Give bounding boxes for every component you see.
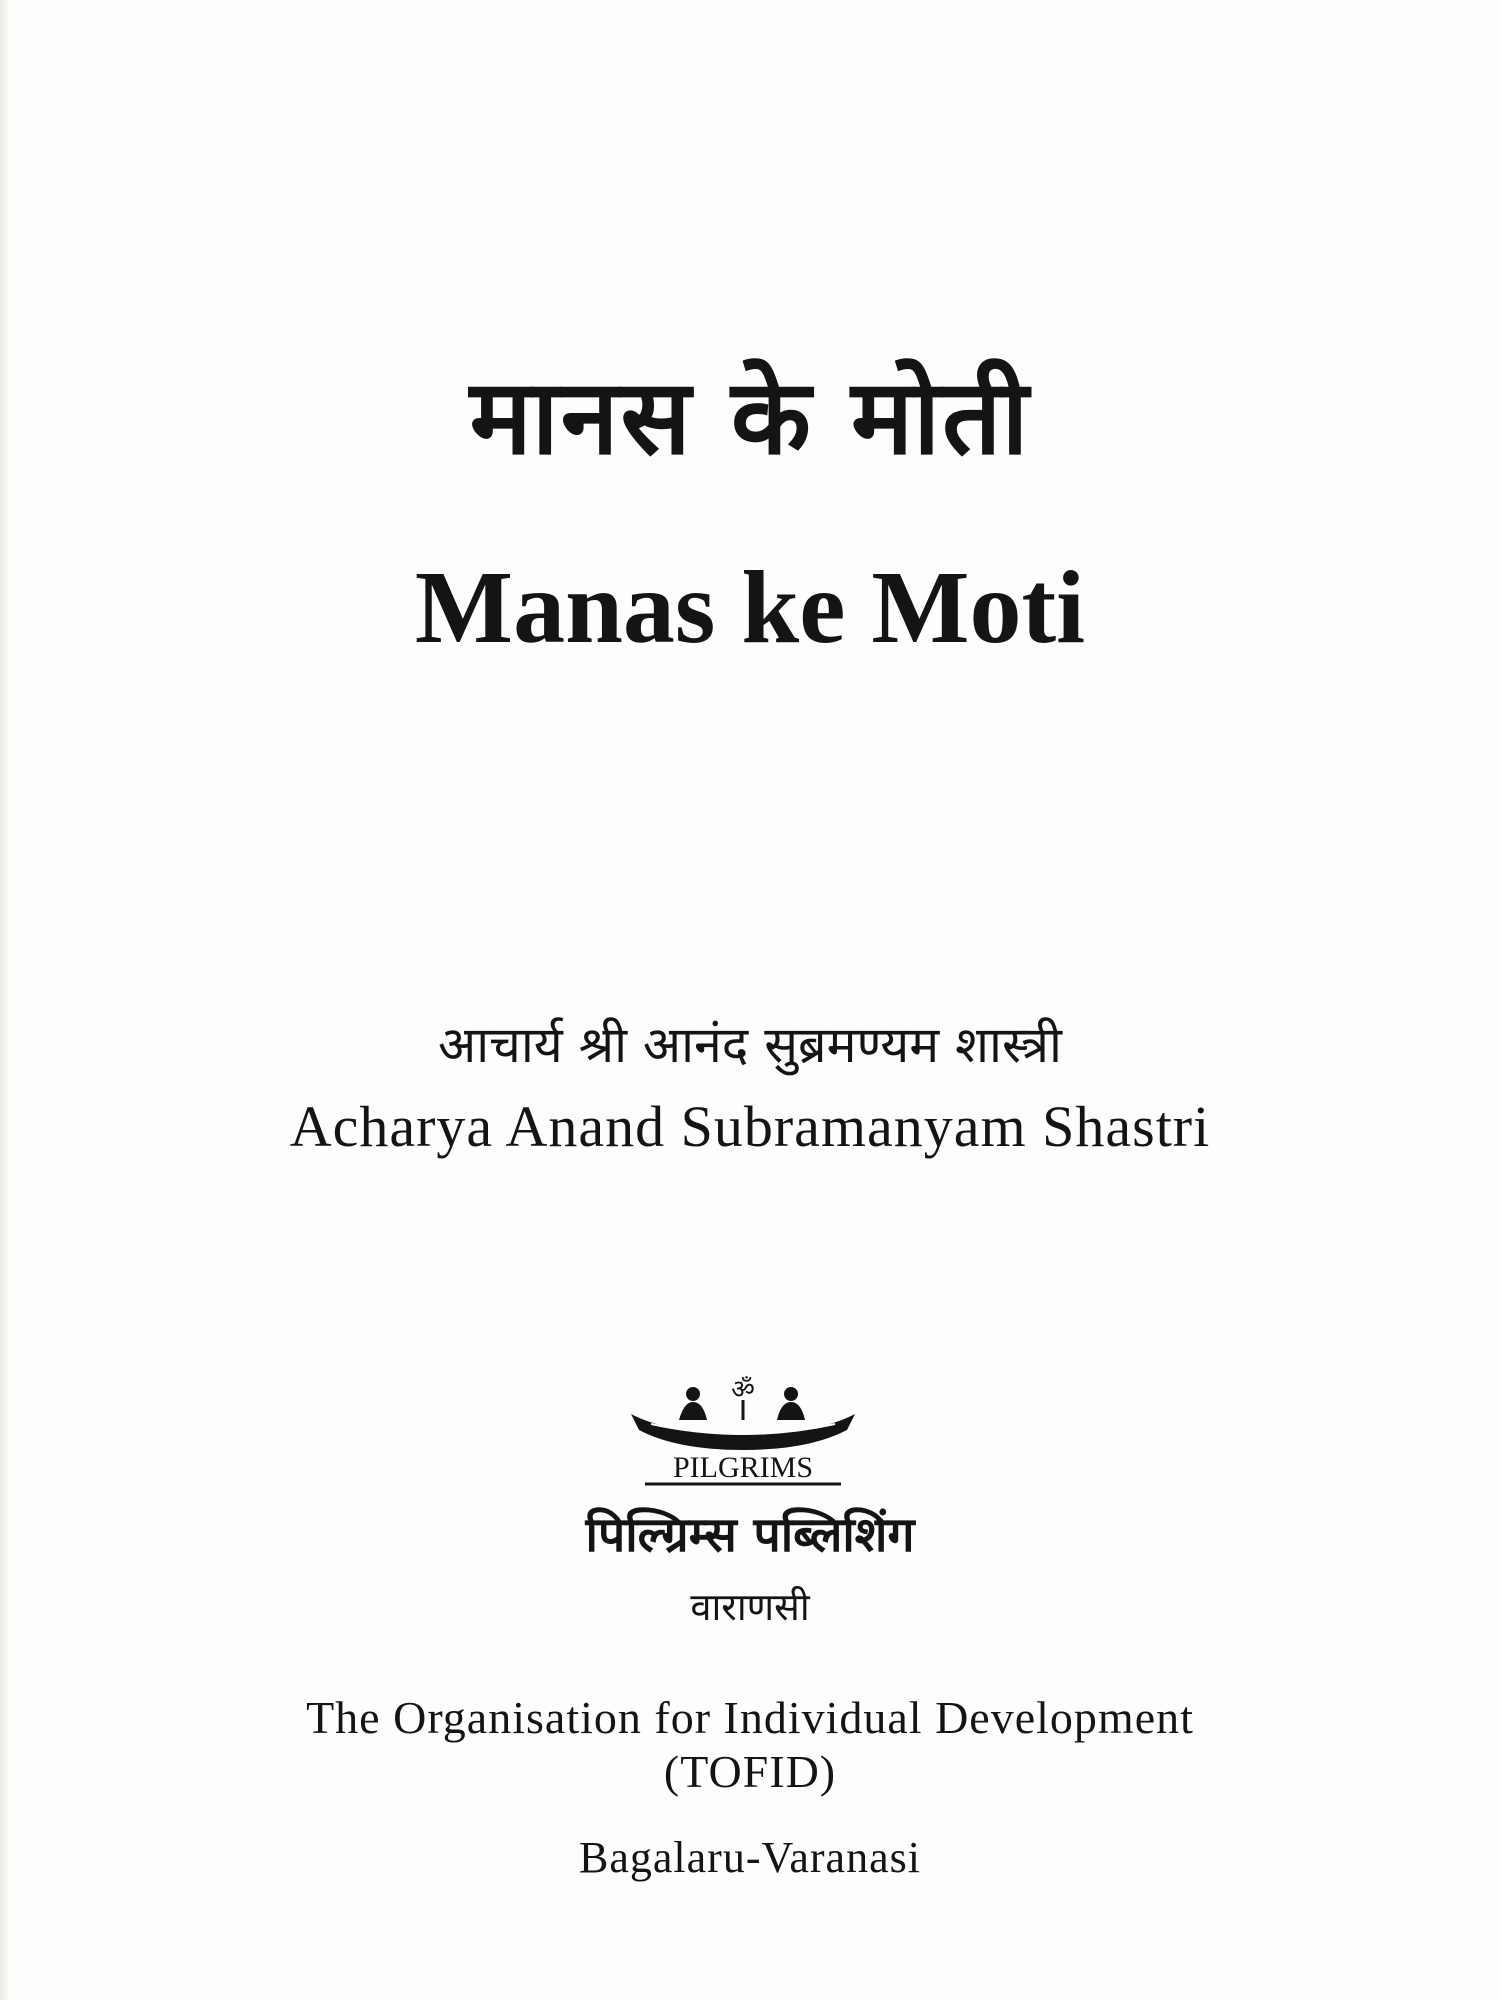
hindi-book-title: मानस के मोती	[469, 356, 1031, 478]
hindi-publisher-city: वाराणसी	[690, 1585, 810, 1629]
hindi-author-name: आचार्य श्री आनंद सुब्रमण्यम शास्त्री	[438, 1016, 1062, 1074]
english-author-name: Acharya Anand Subramanyam Shastri	[289, 1094, 1211, 1159]
hindi-publisher-name: पिल्ग्रिम्स पब्लिशिंग	[585, 1507, 915, 1563]
organisation-location: Bagalaru-Varanasi	[579, 1833, 921, 1882]
organisation-name: The Organisation for Individual Development	[306, 1692, 1194, 1743]
english-book-title: Manas ke Moti	[414, 550, 1086, 665]
organisation-abbreviation: (TOFID)	[663, 1746, 837, 1797]
pilgrims-logo	[629, 1364, 857, 1489]
om-symbol-icon: ॐ	[731, 1375, 755, 1405]
pilgrims-logo-text: PILGRIMS	[672, 1451, 814, 1484]
